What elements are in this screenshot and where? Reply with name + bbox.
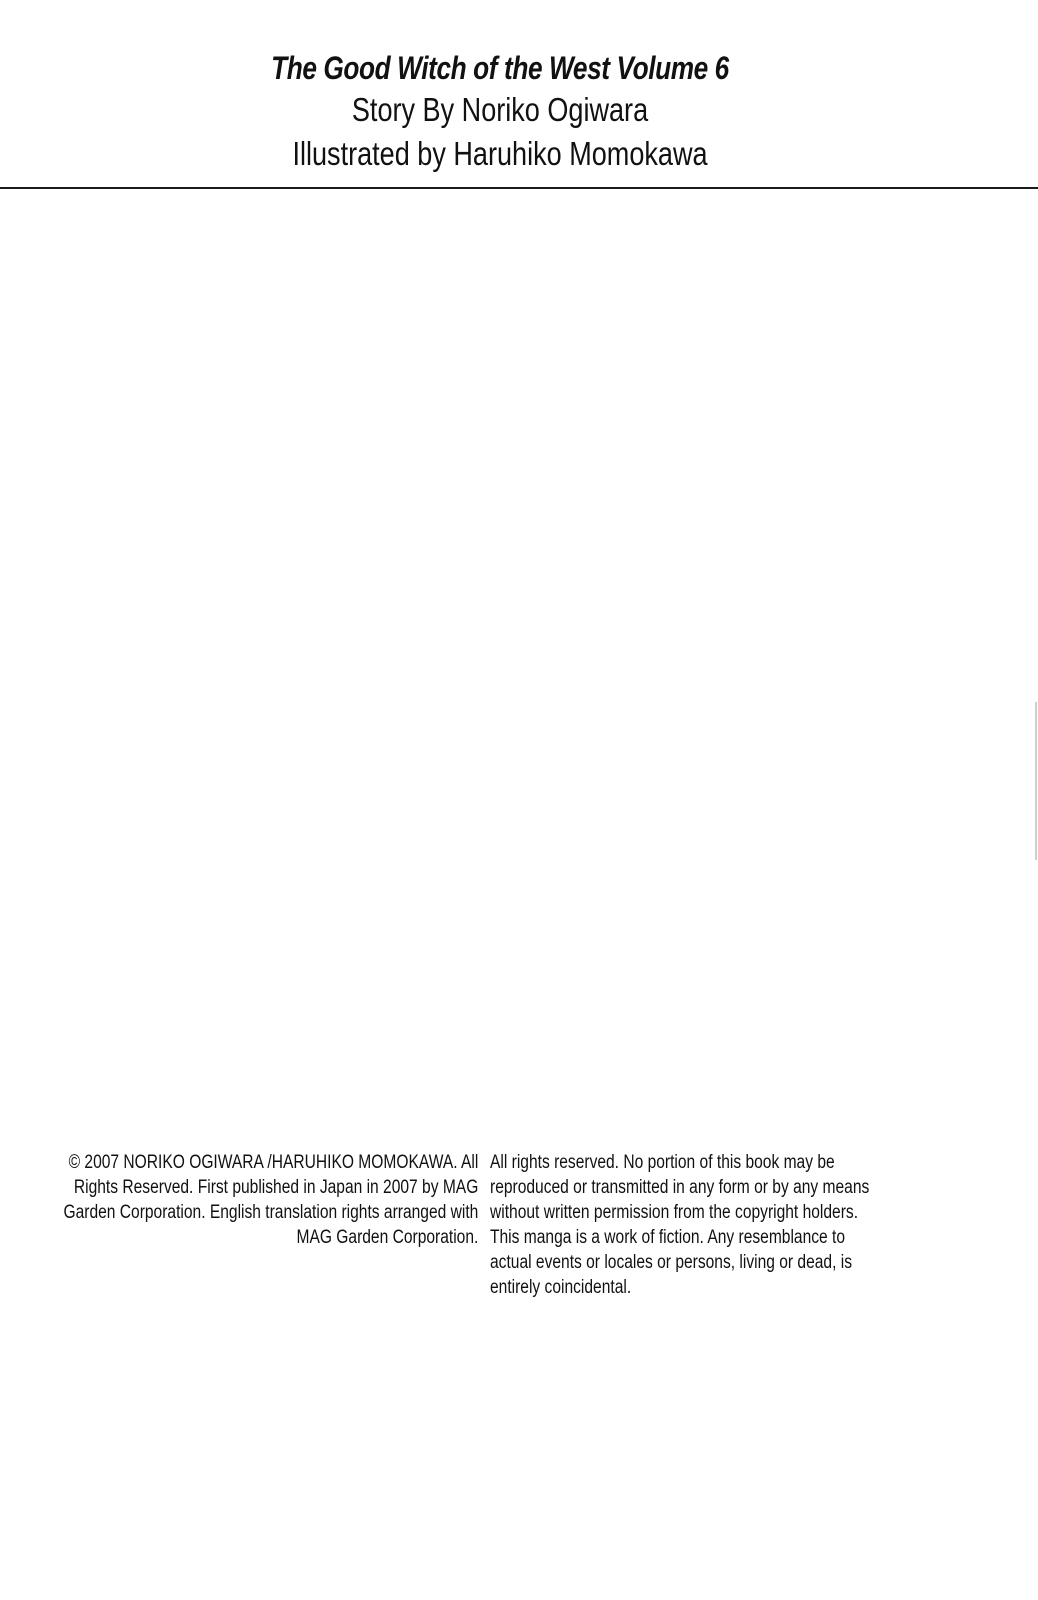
header-divider	[0, 187, 1038, 189]
rights-line: reproduced or transmitted in any form or by any means	[490, 1177, 870, 1198]
copyright-notice	[6, 1150, 478, 1250]
story-credit: Story By Noriko Ogiwara	[351, 91, 649, 128]
book-title: The Good Witch of the West Volume 6	[271, 50, 729, 86]
page-header	[0, 48, 1000, 176]
rights-notice	[490, 1150, 925, 1300]
copyright-line: Rights Reserved. First published in Japan in 2007 by MAG	[73, 1177, 479, 1198]
rights-line: This manga is a work of fiction. Any resemblance to	[490, 1227, 846, 1248]
rights-line: without written permission from the copyright holders.	[490, 1202, 859, 1223]
copyright-line: © 2007 NORIKO OGIWARA /HARUHIKO MOMOKAWA. All	[68, 1152, 479, 1173]
rights-line: actual events or locales or persons, living or dead, is	[490, 1252, 852, 1273]
rights-line: All rights reserved. No portion of this book may be	[490, 1152, 835, 1173]
rights-line: entirely coincidental.	[490, 1277, 632, 1298]
copyright-line: Garden Corporation. English translation rights arranged with	[63, 1202, 479, 1223]
copyright-line: MAG Garden Corporation.	[296, 1227, 479, 1248]
illustration-credit: Illustrated by Haruhiko Momokawa	[292, 135, 708, 172]
page-edge-mark	[1035, 702, 1037, 860]
